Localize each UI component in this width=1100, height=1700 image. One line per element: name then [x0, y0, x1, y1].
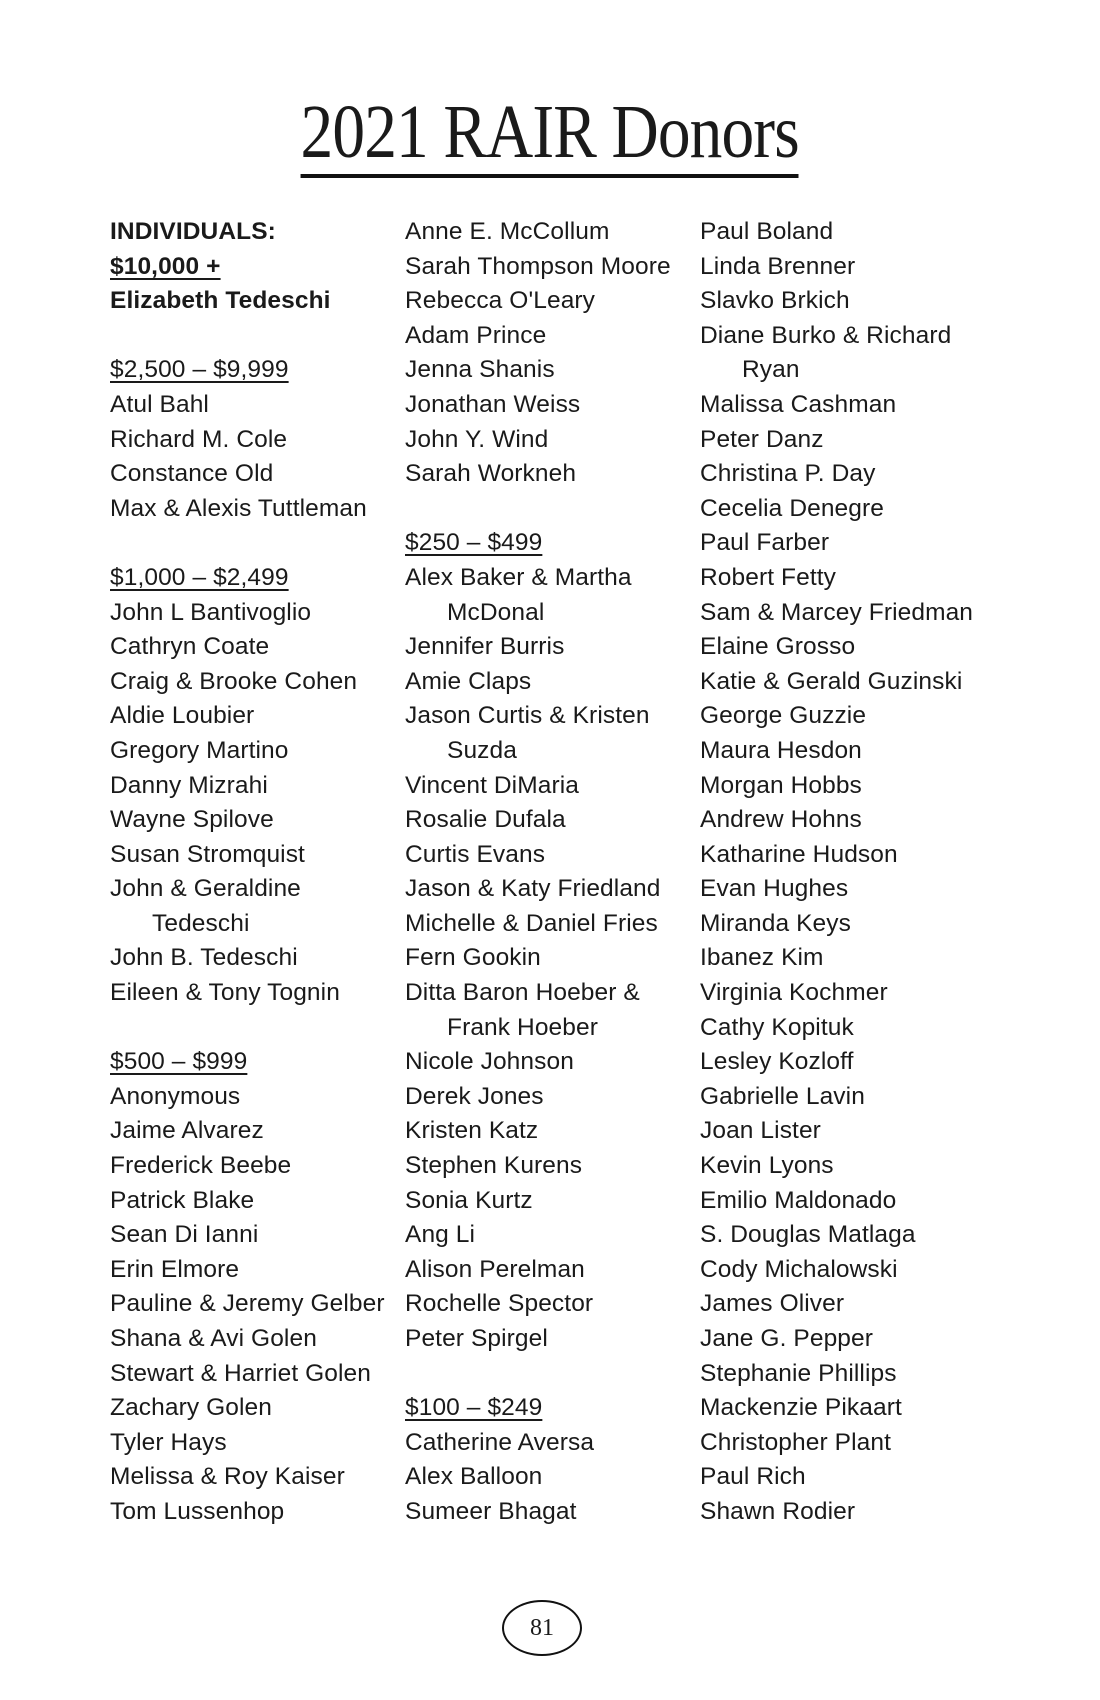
donor-name: Peter Danz: [700, 425, 824, 453]
tier-heading: $2,500 – $9,999: [110, 356, 289, 384]
donor-name: Paul Rich: [700, 1463, 806, 1491]
donor-name: Wayne Spilove: [110, 806, 274, 834]
donor-name: Sarah Workneh: [405, 460, 577, 488]
donor-name: Emilio Maldonado: [700, 1186, 897, 1214]
donor-name: Lesley Kozloff: [700, 1048, 854, 1076]
spacer: [405, 492, 690, 527]
donor-name: John B. Tedeschi: [110, 944, 298, 972]
donor-name: Miranda Keys: [700, 909, 851, 937]
donor-name: Cody Michalowski: [700, 1255, 898, 1283]
donor-name: Zachary Golen: [110, 1394, 272, 1422]
donor-name: Evan Hughes: [700, 875, 849, 903]
donor-name: Katie & Gerald Guzinski: [700, 667, 963, 695]
tier-heading: $10,000 +: [110, 252, 221, 280]
donor-name: John & Geraldine: [110, 875, 301, 903]
donor-name: Rebecca O'Leary: [405, 287, 596, 315]
donor-name: Kevin Lyons: [700, 1152, 834, 1180]
donor-name: John Y. Wind: [405, 425, 549, 453]
donor-name: Cathryn Coate: [110, 633, 270, 661]
donor-name: Jane G. Pepper: [700, 1325, 874, 1352]
donor-name: Rosalie Dufala: [405, 806, 566, 834]
donor-column-3: [700, 215, 1000, 1530]
donor-name: Ditta Baron Hoeber &: [405, 979, 640, 1007]
donor-name: Amie Claps: [405, 667, 532, 695]
spacer: [110, 1011, 390, 1046]
donor-name: Suzda: [447, 736, 517, 764]
page-number: 81: [502, 1600, 582, 1656]
donor-name: Malissa Cashman: [700, 390, 897, 418]
donor-name: Vincent DiMaria: [405, 771, 579, 799]
donor-name: Ibanez Kim: [700, 944, 824, 972]
donor-name: Andrew Hohns: [700, 806, 862, 834]
donor-name: Nicole Johnson: [405, 1048, 574, 1076]
donor-name: John L Bantivoglio: [110, 598, 312, 626]
donor-name: Jennifer Burris: [405, 633, 565, 661]
donor-name: Richard M. Cole: [110, 425, 288, 453]
donor-name: Katharine Hudson: [700, 840, 898, 868]
donor-name: Gregory Martino: [110, 736, 289, 764]
donor-name: Shawn Rodier: [700, 1497, 856, 1525]
tier-heading: $250 – $499: [405, 529, 543, 557]
donor-name: Sumeer Bhagat: [405, 1497, 577, 1525]
page-title: 2021 RAIR Donors: [301, 92, 799, 178]
donor-name: Paul Boland: [700, 218, 834, 245]
donor-name: Maura Hesdon: [700, 736, 862, 764]
donor-name: Shana & Avi Golen: [110, 1325, 317, 1352]
donor-name: S. Douglas Matlaga: [700, 1221, 916, 1249]
donor-name: Anne E. McCollum: [405, 218, 610, 245]
spacer: [405, 1357, 690, 1392]
donor-column-1: [110, 215, 390, 1530]
donor-name: Constance Old: [110, 460, 274, 488]
donor-name: Pauline & Jeremy Gelber: [110, 1290, 385, 1318]
title-wrapper: [0, 92, 1100, 178]
donor-name: Diane Burko & Richard: [700, 321, 952, 349]
donor-name: Christina P. Day: [700, 460, 876, 488]
donor-name: Catherine Aversa: [405, 1428, 595, 1456]
donor-name: Tom Lussenhop: [110, 1497, 285, 1525]
donor-name: Jenna Shanis: [405, 356, 555, 384]
tier-heading: $100 – $249: [405, 1394, 543, 1422]
donor-name: Cathy Kopituk: [700, 1013, 854, 1041]
donor-name: Erin Elmore: [110, 1255, 240, 1283]
donor-name: Stephen Kurens: [405, 1152, 583, 1180]
donor-name: Frank Hoeber: [447, 1013, 598, 1041]
donor-name: Patrick Blake: [110, 1186, 255, 1214]
donor-name: Atul Bahl: [110, 390, 209, 418]
donor-name: Joan Lister: [700, 1117, 821, 1145]
donor-name: Jonathan Weiss: [405, 390, 581, 418]
donor-name: Alex Balloon: [405, 1463, 543, 1491]
tier-heading: $1,000 – $2,499: [110, 563, 289, 591]
spacer: [110, 526, 390, 561]
donor-name: Peter Spirgel: [405, 1325, 548, 1352]
donor-name: Ryan: [742, 356, 800, 384]
donor-name: Cecelia Denegre: [700, 494, 884, 522]
donor-name: Aldie Loubier: [110, 702, 255, 730]
section-label: INDIVIDUALS:: [110, 218, 276, 245]
donor-name: Alex Baker & Martha: [405, 563, 632, 591]
donor-name: Craig & Brooke Cohen: [110, 667, 358, 695]
donor-column-2: [405, 215, 690, 1530]
donor-name: Jason Curtis & Kristen: [405, 702, 650, 730]
donor-name: Stewart & Harriet Golen: [110, 1359, 372, 1387]
donor-name: Paul Farber: [700, 529, 830, 557]
donor-name: Kristen Katz: [405, 1117, 539, 1145]
donor-name: George Guzzie: [700, 702, 867, 730]
donor-name: Eileen & Tony Tognin: [110, 979, 340, 1007]
donor-name: Anonymous: [110, 1082, 241, 1110]
donor-name: Morgan Hobbs: [700, 771, 862, 799]
donor-name: Curtis Evans: [405, 840, 546, 868]
donor-name: Virginia Kochmer: [700, 979, 888, 1007]
tier-heading: $500 – $999: [110, 1048, 248, 1076]
donor-name: McDonal: [447, 598, 545, 626]
donor-name: Mackenzie Pikaart: [700, 1394, 902, 1422]
donor-name: Robert Fetty: [700, 563, 836, 591]
donor-name: Tedeschi: [152, 909, 250, 937]
donor-name: Slavko Brkich: [700, 287, 850, 315]
donor-name: Susan Stromquist: [110, 840, 305, 868]
section-label: Elizabeth Tedeschi: [110, 287, 331, 315]
donor-name: Tyler Hays: [110, 1428, 227, 1456]
donor-name: Linda Brenner: [700, 252, 856, 280]
donor-name: Danny Mizrahi: [110, 771, 268, 799]
donor-name: Rochelle Spector: [405, 1290, 594, 1318]
donor-name: Gabrielle Lavin: [700, 1082, 865, 1110]
donor-name: Adam Prince: [405, 321, 547, 349]
donor-name: Fern Gookin: [405, 944, 541, 972]
donor-name: James Oliver: [700, 1290, 845, 1318]
donor-name: Ang Li: [405, 1221, 476, 1249]
donor-name: Max & Alexis Tuttleman: [110, 494, 367, 522]
donor-name: Jason & Katy Friedland: [405, 875, 661, 903]
donor-name: Sean Di Ianni: [110, 1221, 259, 1249]
donor-name: Sam & Marcey Friedman: [700, 598, 974, 626]
donor-name: Frederick Beebe: [110, 1152, 292, 1180]
donor-name: Sarah Thompson Moore: [405, 252, 671, 280]
donor-name: Elaine Grosso: [700, 633, 856, 661]
donor-name: Melissa & Roy Kaiser: [110, 1463, 345, 1491]
donor-name: Christopher Plant: [700, 1428, 891, 1456]
donor-name: Alison Perelman: [405, 1255, 585, 1283]
donor-name: Derek Jones: [405, 1082, 544, 1110]
donor-name: Sonia Kurtz: [405, 1186, 533, 1214]
donor-name: Stephanie Phillips: [700, 1359, 897, 1387]
spacer: [110, 319, 390, 354]
donor-name: Michelle & Daniel Fries: [405, 909, 658, 937]
donor-name: Jaime Alvarez: [110, 1117, 264, 1145]
